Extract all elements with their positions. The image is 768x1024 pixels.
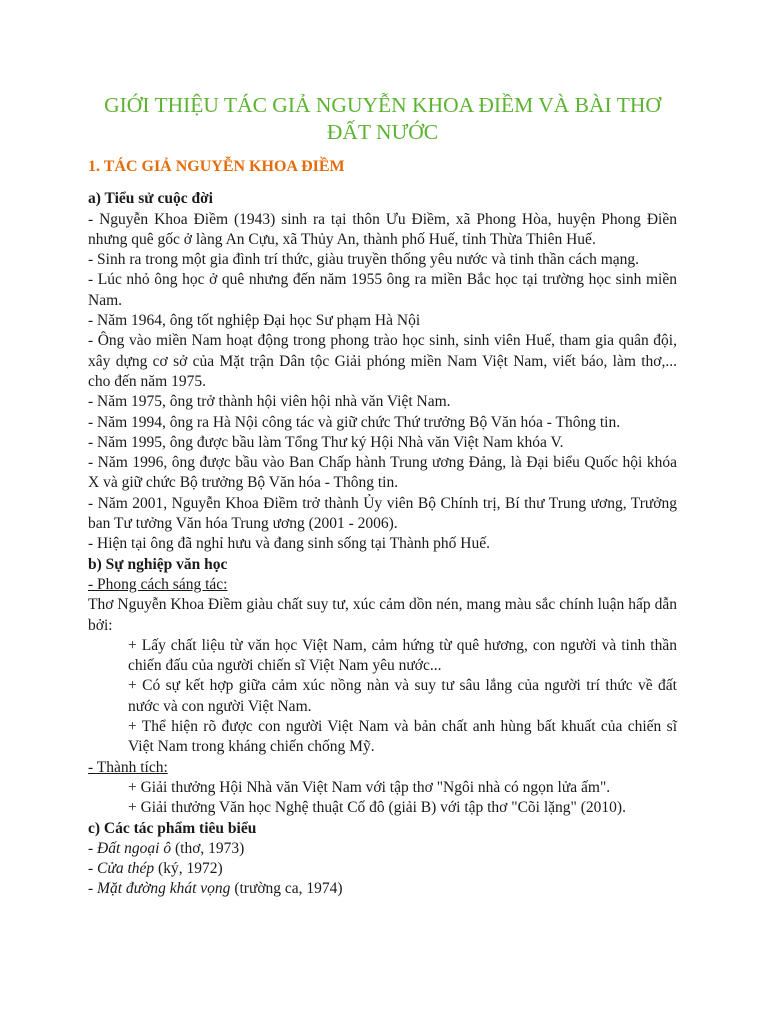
- work-prefix: -: [88, 880, 98, 898]
- achievement-item: + Giải thưởng Hội Nhà văn Việt Nam với tập thơ "Ngôi nhà có ngọn lửa ấm".: [128, 778, 611, 796]
- bio-heading: a) Tiểu sử cuộc đời: [88, 190, 213, 208]
- bio-item: - Lúc nhỏ ông học ở quê nhưng đến năm 1955 ông ra miền Bắc học tại trường học sinh miền Nam.: [88, 271, 677, 309]
- work-note: (ký, 1972): [154, 860, 223, 878]
- bio-item: - Năm 1975, ông trở thành hội viên hội nhà văn Việt Nam.: [88, 393, 451, 411]
- bio-item: - Năm 1964, ông tốt nghiệp Đại học Sư phạm Hà Nội: [88, 312, 421, 330]
- style-intro: Thơ Nguyễn Khoa Điềm giàu chất suy tư, xúc cảm dồn nén, mang màu sắc chính luận hấp dẫn bởi:: [88, 596, 677, 634]
- work-item: [88, 839, 677, 859]
- bio-item: - Sinh ra trong một gia đình trí thức, giàu truyền thống yêu nước và tinh thần cách mạng.: [88, 251, 640, 269]
- document-page: [88, 92, 677, 900]
- work-note: (thơ, 1973): [171, 839, 245, 857]
- work-item: [88, 859, 677, 879]
- document-title: GIỚI THIỆU TÁC GIẢ NGUYỄN KHOA ĐIỀM VÀ BÀI THƠ ĐẤT NƯỚC: [104, 93, 661, 144]
- style-point: + Thể hiện rõ được con người Việt Nam và bản chất anh hùng bất khuất của chiến sĩ Việt Nam trong kháng chiến chống Mỹ.: [128, 718, 677, 756]
- work-item: [88, 879, 677, 899]
- bio-item: - Nguyễn Khoa Điềm (1943) sinh ra tại thôn Ưu Điềm, xã Phong Hòa, huyện Phong Điền nhưng quê gốc ở làng An Cựu, xã Thủy An, thành phố Huế, tỉnh Thừa Thiên Huế.: [88, 210, 677, 248]
- bio-item: - Năm 2001, Nguyễn Khoa Điềm trở thành Ủy viên Bộ Chính trị, Bí thư Trung ương, Trưởng ban Tư tưởng Văn hóa Trung ương (2001 - 2006).: [88, 494, 677, 533]
- career-heading: b) Sự nghiệp văn học: [88, 555, 228, 573]
- bio-item: - Năm 1996, ông được bầu vào Ban Chấp hành Trung ương Đảng, là Đại biểu Quốc hội khóa X và giữ chức Bộ trưởng Bộ Văn hóa - Thông tin.: [88, 454, 677, 492]
- style-label: - Phong cách sáng tác:: [88, 575, 228, 593]
- style-point: + Lấy chất liệu từ văn học Việt Nam, cảm hứng từ quê hương, con người và tinh thần chiến đấu của người chiến sĩ Việt Nam yêu nước...: [128, 636, 677, 675]
- work-title: Đất ngoại ô: [97, 839, 172, 857]
- achievement-item: + Giải thưởng Văn học Nghệ thuật Cố đô (giải B) với tập thơ "Cõi lặng" (2010).: [128, 799, 626, 817]
- section-heading-author: 1. TÁC GIẢ NGUYỄN KHOA ĐIỀM: [88, 158, 345, 175]
- work-title: Cửa thép: [97, 860, 155, 878]
- bio-item: - Năm 1994, ông ra Hà Nội công tác và giữ chức Thứ trưởng Bộ Văn hóa - Thông tin.: [88, 413, 621, 431]
- achievements-label: - Thành tích:: [88, 758, 168, 776]
- style-point: + Có sự kết hợp giữa cảm xúc nồng nàn và suy tư sâu lắng của người trí thức về đất nước và con người Việt Nam.: [128, 677, 677, 715]
- bio-item: - Ông vào miền Nam hoạt động trong phong trào học sinh, sinh viên Huế, tham gia quân đội, xây dựng cơ sở của Mặt trận Dân tộc Giải phóng miền Nam Việt Nam, viết báo, làm thơ,... cho đến năm 1975.: [88, 332, 677, 390]
- work-title: Mặt đường khát vọng: [97, 880, 231, 898]
- work-prefix: -: [88, 839, 98, 857]
- bio-item: - Hiện tại ông đã nghỉ hưu và đang sinh sống tại Thành phố Huế.: [88, 535, 491, 553]
- bio-item: - Năm 1995, ông được bầu làm Tổng Thư ký Hội Nhà văn Việt Nam khóa V.: [88, 433, 564, 451]
- work-prefix: -: [88, 860, 98, 878]
- works-heading: c) Các tác phẩm tiêu biểu: [88, 819, 257, 837]
- work-note: (trường ca, 1974): [230, 880, 343, 898]
